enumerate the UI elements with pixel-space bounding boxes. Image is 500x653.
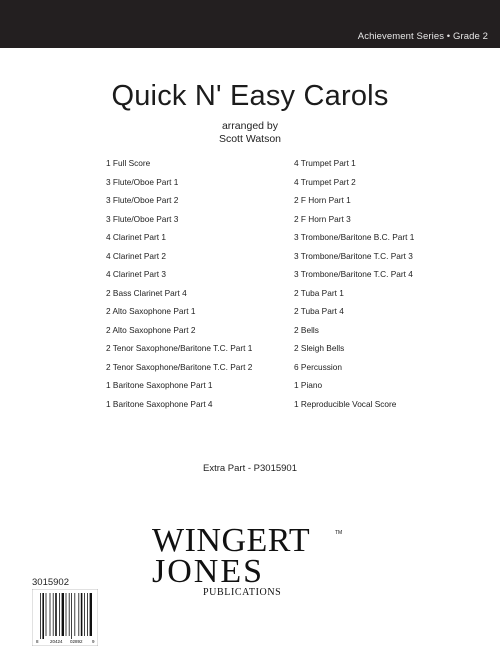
part-item: 6 Percussion (294, 361, 342, 372)
part-item: 3 Trombone/Baritone T.C. Part 4 (294, 269, 413, 279)
part-item: 4 Clarinet Part 3 (106, 269, 166, 279)
barcode-digit-check: 9 (92, 639, 95, 644)
part-item: 2 Alto Saxophone Part 2 (106, 324, 196, 335)
part-item: 1 Baritone Saxophone Part 1 (106, 380, 213, 390)
part-item: 2 Sleigh Bells (294, 343, 345, 353)
barcode-bar (62, 593, 64, 636)
logo-trademark: TM (335, 530, 343, 536)
barcode (32, 589, 98, 646)
parts-list-right (294, 158, 414, 417)
part-item: 2 Bells (294, 324, 319, 335)
part-item: 2 Tuba Part 4 (294, 306, 344, 316)
extra-part-label: Extra Part - P3015901 (203, 463, 297, 474)
barcode-bar (40, 593, 41, 639)
part-item: 2 F Horn Part 3 (294, 213, 351, 224)
barcode-bar (84, 593, 85, 636)
barcode-bar (87, 593, 88, 636)
part-item: 1 Reproducible Vocal Score (294, 398, 397, 409)
barcode-bar (74, 593, 75, 636)
arranged-by-label: arranged by (221, 120, 279, 132)
part-item: 4 Clarinet Part 2 (106, 250, 166, 261)
part-item: 4 Trumpet Part 2 (294, 176, 356, 187)
part-item: 2 Tenor Saxophone/Baritone T.C. Part 1 (106, 343, 253, 353)
barcode-digit-first: 8 (36, 639, 39, 644)
logo-publications: PUBLICATIONS (203, 587, 282, 598)
parts-list-left (106, 158, 252, 417)
part-item: 2 Tenor Saxophone/Baritone T.C. Part 2 (106, 361, 253, 372)
barcode-bar (90, 593, 92, 636)
barcode-bar (81, 593, 83, 636)
barcode-bar (50, 593, 51, 636)
part-item: 2 Bass Clarinet Part 4 (106, 287, 187, 298)
barcode-bar (66, 593, 67, 636)
barcode-bar (46, 593, 47, 636)
barcode-icon (32, 589, 98, 646)
barcode-bar (42, 593, 44, 639)
part-item: 1 Piano (294, 380, 323, 390)
header-band (0, 0, 500, 48)
part-item: 2 Alto Saxophone Part 1 (106, 306, 196, 316)
part-item: 1 Full Score (106, 158, 151, 168)
page-title: Quick N' Easy Carols (111, 80, 389, 112)
part-item: 4 Clarinet Part 1 (106, 232, 166, 242)
barcode-bar (78, 593, 79, 636)
part-item: 3 Trombone/Baritone T.C. Part 3 (294, 250, 413, 261)
barcode-bar (53, 593, 54, 636)
part-item: 3 Trombone/Baritone B.C. Part 1 (294, 232, 415, 242)
part-item: 3 Flute/Oboe Part 3 (106, 213, 179, 224)
part-item: 2 Tuba Part 1 (294, 287, 344, 298)
series-label: Achievement Series • Grade 2 (357, 31, 488, 42)
publisher-logo (152, 524, 348, 604)
part-item: 4 Trumpet Part 1 (294, 158, 356, 168)
barcode-bar (55, 593, 57, 636)
barcode-digits-group1: 20424 (50, 639, 63, 644)
part-item: 3 Flute/Oboe Part 1 (106, 176, 179, 187)
part-item: 2 F Horn Part 1 (294, 195, 351, 205)
barcode-bar (59, 593, 60, 636)
catalog-number: 3015902 (32, 577, 69, 588)
part-item: 1 Baritone Saxophone Part 4 (106, 398, 213, 409)
arranger-name: Scott Watson (218, 133, 282, 145)
part-item: 3 Flute/Oboe Part 2 (106, 195, 179, 205)
barcode-digits-group2: 02892 (70, 639, 83, 644)
logo-jones: JONES (152, 553, 265, 590)
barcode-bar (71, 593, 72, 639)
barcode-bar (69, 593, 70, 636)
logo-wingert: WINGERT (152, 522, 311, 559)
